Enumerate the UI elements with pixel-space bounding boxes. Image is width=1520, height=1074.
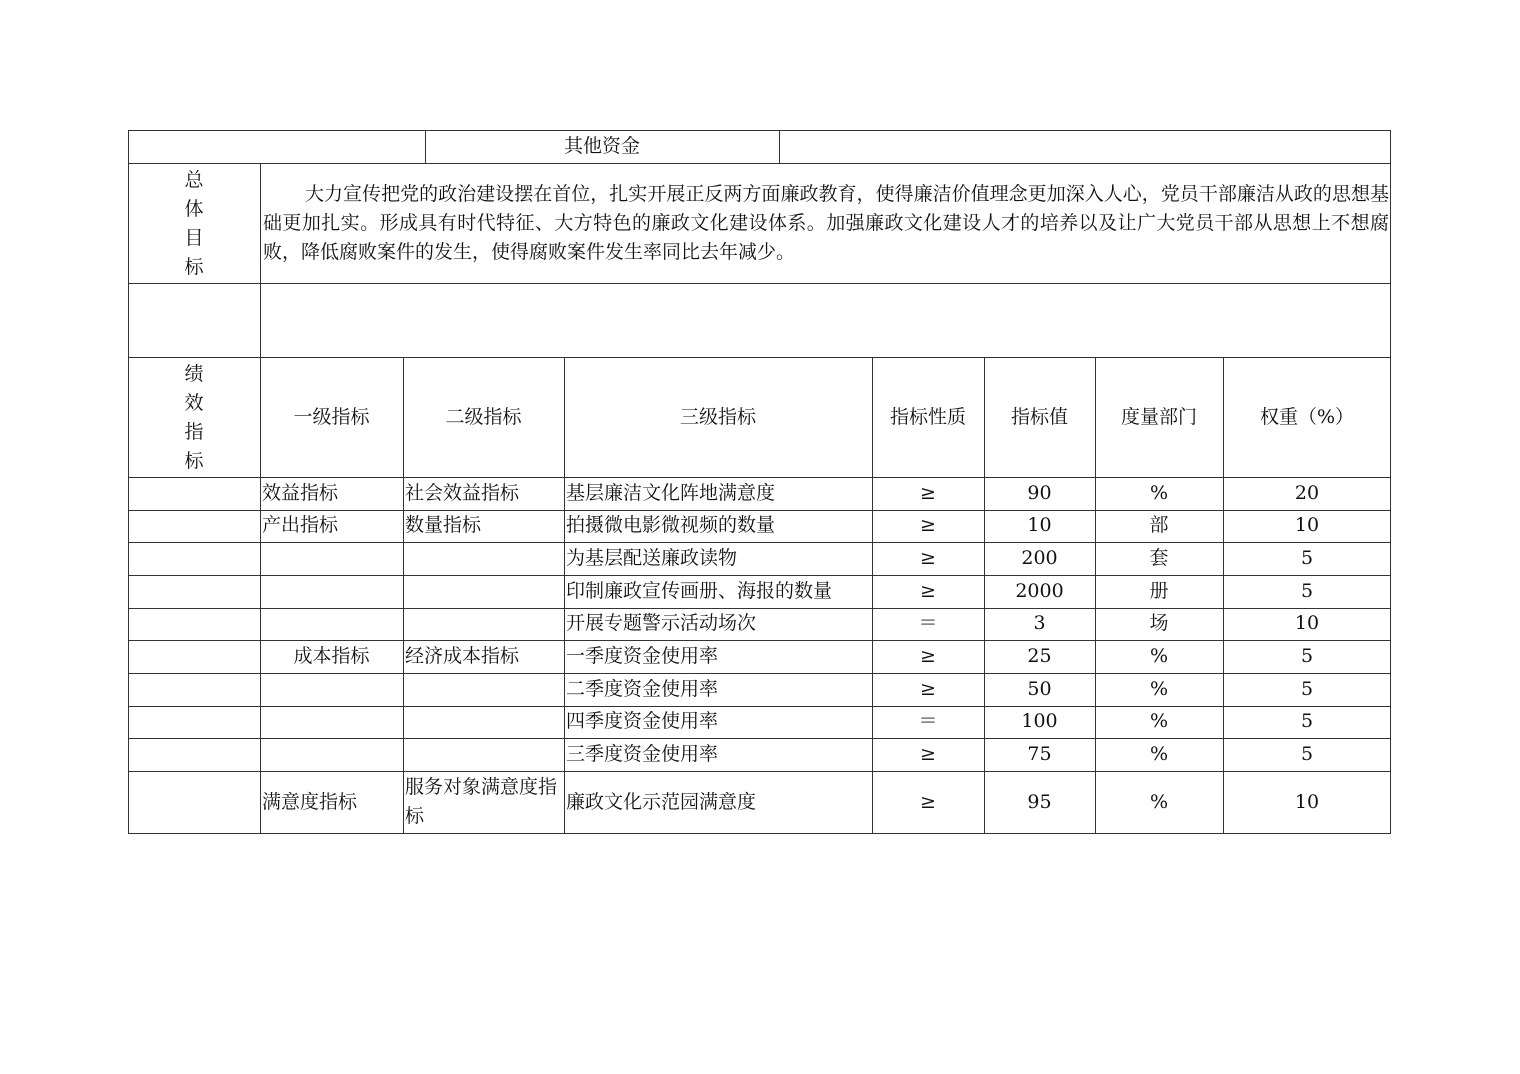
cell-level1 [260, 673, 403, 706]
cell-level3: 开展专题警示活动场次 [566, 612, 757, 635]
cell-nature: ≥ [920, 790, 936, 813]
cell-weight: 10 [1294, 612, 1320, 635]
cell-weight: 20 [1294, 481, 1320, 504]
spacer-row [128, 283, 1391, 358]
cell-nature: ≥ [920, 514, 936, 537]
cell-value: 10 [1027, 514, 1052, 537]
cell-level1 [260, 608, 403, 640]
cell-unit: % [1149, 481, 1169, 504]
header-unit: 度量部门 [1120, 405, 1197, 428]
cell-level2: 数量指标 [405, 514, 482, 537]
cell-value: 2000 [1015, 579, 1064, 602]
cell-level1: 效益指标 [262, 481, 339, 504]
cell-level1 [260, 738, 403, 771]
cell-level2 [403, 738, 564, 771]
cell-value: 90 [1027, 481, 1052, 504]
cell-level2 [403, 608, 564, 640]
cell-weight: 5 [1300, 710, 1314, 733]
cell-level3: 三季度资金使用率 [566, 742, 719, 765]
header-level2: 二级指标 [445, 405, 522, 428]
performance-label [181, 360, 207, 476]
cell-level2 [403, 673, 564, 706]
cell-level3: 基层廉洁文化阵地满意度 [566, 481, 776, 504]
cell-value: 200 [1021, 546, 1058, 569]
cell-nature: ≥ [920, 742, 936, 765]
cell-unit: 套 [1149, 546, 1169, 569]
cell-level1 [260, 706, 403, 738]
cell-level2: 服务对象满意度指标 [405, 776, 558, 827]
funding-divider-2 [779, 130, 780, 164]
cell-value: 3 [1033, 612, 1046, 635]
cell-unit: % [1149, 710, 1169, 733]
cell-unit: 部 [1149, 514, 1169, 537]
cell-weight: 5 [1300, 644, 1314, 667]
cell-nature: ≥ [920, 677, 936, 700]
cell-level1: 产出指标 [262, 514, 339, 537]
header-value: 指标值 [1010, 405, 1068, 428]
header-level3: 三级指标 [679, 405, 756, 428]
cell-nature: ＝ [918, 710, 938, 733]
cell-nature: ＝ [918, 612, 938, 635]
goal-label [181, 166, 207, 282]
performance-label-char: 绩 [184, 363, 204, 385]
cell-value: 100 [1021, 710, 1058, 733]
cell-unit: % [1149, 790, 1169, 813]
cell-level1 [260, 575, 403, 608]
cell-level1: 满意度指标 [262, 790, 358, 813]
performance-label-char: 指 [184, 421, 204, 443]
cell-level3: 四季度资金使用率 [566, 710, 719, 733]
cell-level2 [403, 706, 564, 738]
cell-unit: 册 [1149, 579, 1169, 602]
cell-weight: 10 [1294, 790, 1320, 813]
cell-level2 [403, 542, 564, 575]
cell-value: 25 [1027, 644, 1052, 667]
cell-value: 50 [1027, 677, 1052, 700]
goal-label-char: 体 [184, 198, 204, 220]
cell-level3: 一季度资金使用率 [566, 644, 719, 667]
cell-nature: ≥ [920, 644, 936, 667]
cell-unit: 场 [1149, 612, 1169, 635]
cell-level3: 拍摄微电影微视频的数量 [566, 514, 776, 537]
cell-nature: ≥ [920, 546, 936, 569]
cell-weight: 5 [1300, 677, 1314, 700]
cell-level1: 成本指标 [293, 644, 370, 667]
goal-label-char: 目 [184, 227, 204, 249]
cell-level2: 经济成本指标 [405, 644, 520, 667]
cell-unit: % [1149, 677, 1169, 700]
performance-label-char: 效 [184, 392, 204, 414]
cell-nature: ≥ [920, 481, 936, 504]
cell-weight: 5 [1300, 579, 1314, 602]
cell-level1 [260, 542, 403, 575]
cell-value: 75 [1027, 742, 1052, 765]
goal-label-char: 总 [184, 169, 204, 191]
header-level1: 一级指标 [293, 405, 370, 428]
cell-level3: 廉政文化示范园满意度 [566, 790, 757, 813]
cell-unit: % [1149, 644, 1169, 667]
cell-level3: 为基层配送廉政读物 [566, 546, 738, 569]
cell-unit: % [1149, 742, 1169, 765]
goal-text: 大力宣传把党的政治建设摆在首位，扎实开展正反两方面廉政教育，使得廉洁价值理念更加深入人心，党员干部廉洁从政的思想基础更加扎实。形成具有时代特征、大方特色的廉政文化建设体系。加强廉政文化建设人才的培养以及让广大党员干部从思想上不想腐败，降低腐败案件的发生，使得腐败案件发生率同比去年减少。 [263, 183, 1389, 263]
cell-weight: 5 [1300, 546, 1314, 569]
cell-level3: 印制廉政宣传画册、海报的数量 [566, 579, 833, 602]
cell-weight: 10 [1294, 514, 1320, 537]
performance-label-char: 标 [184, 450, 204, 472]
header-weight: 权重（%） [1259, 405, 1355, 428]
cell-value: 95 [1027, 790, 1052, 813]
cell-nature: ≥ [920, 579, 936, 602]
header-nature: 指标性质 [889, 405, 966, 428]
cell-weight: 5 [1300, 742, 1314, 765]
goal-label-char: 标 [184, 256, 204, 278]
cell-level2 [403, 575, 564, 608]
cell-level2: 社会效益指标 [405, 481, 520, 504]
cell-level3: 二季度资金使用率 [566, 677, 719, 700]
funding-label: 其他资金 [563, 135, 640, 158]
